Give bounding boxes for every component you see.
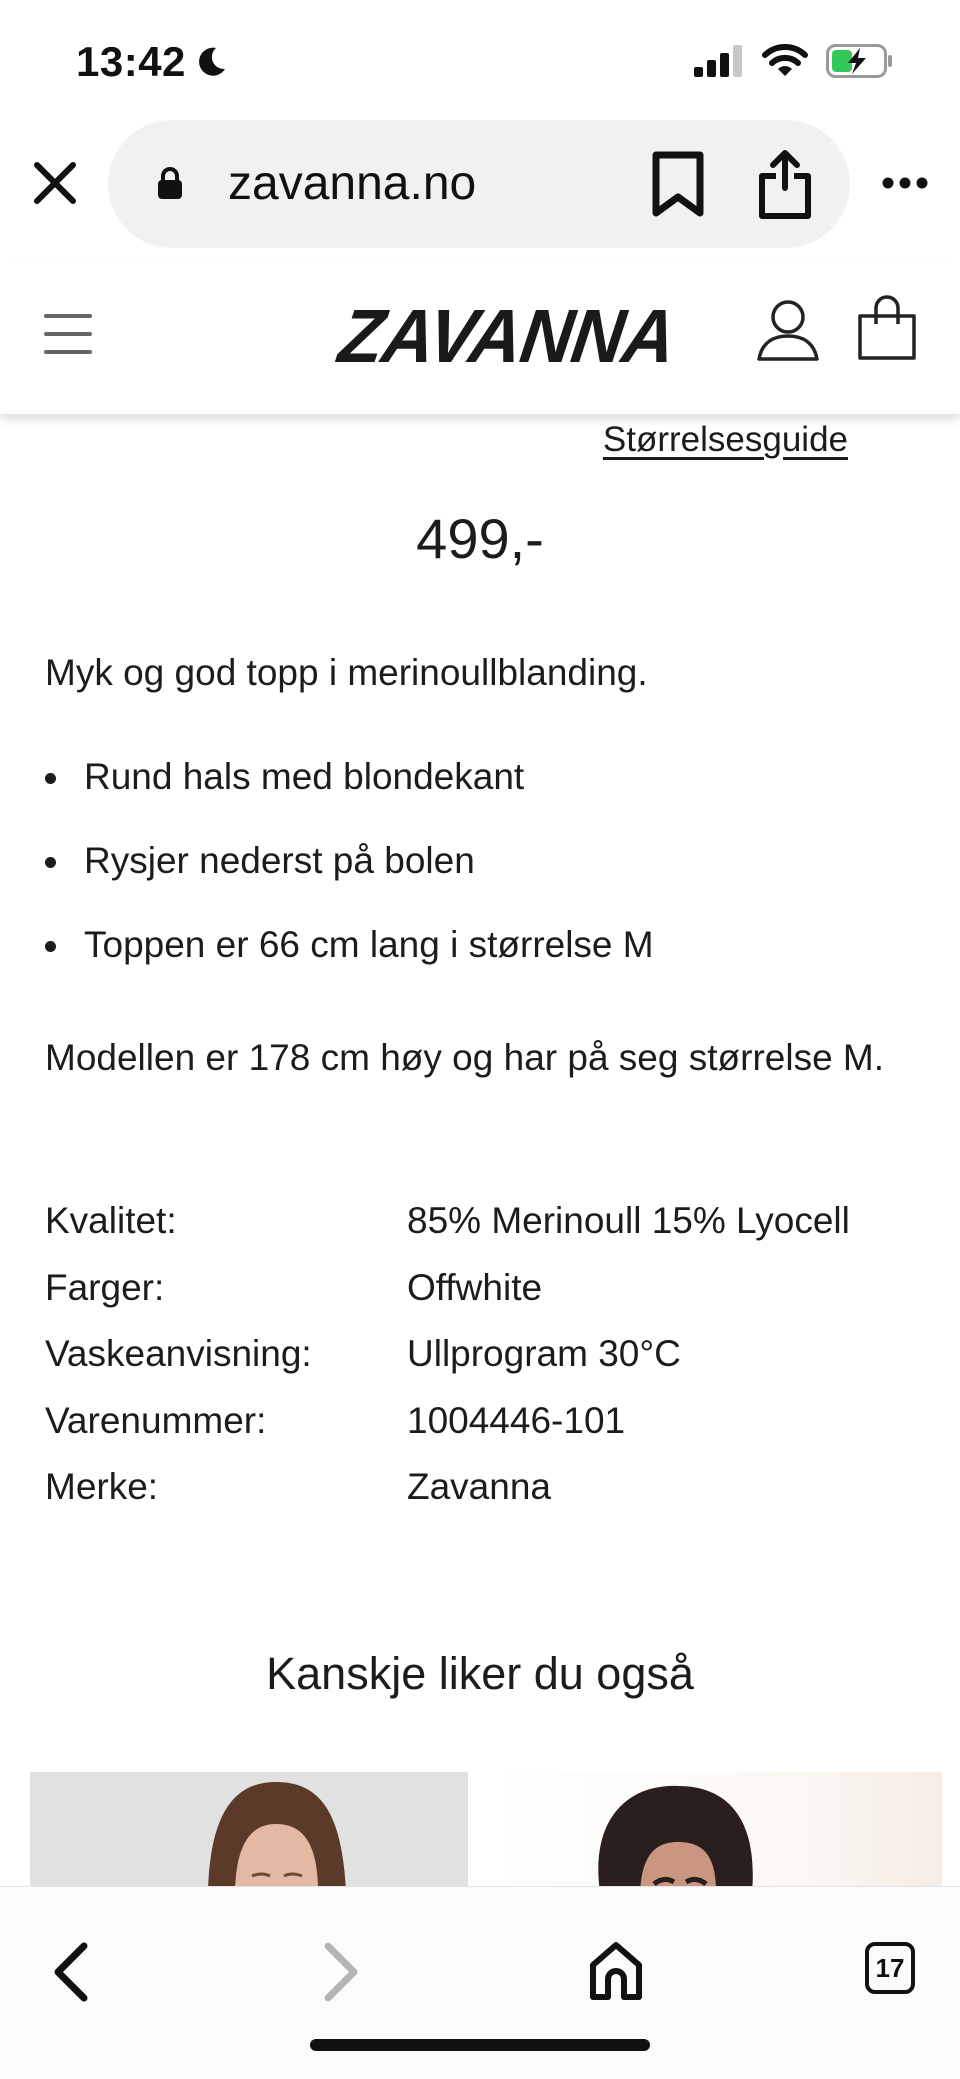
product-intro: Myk og god topp i merinoullblanding. <box>45 652 648 693</box>
bookmark-icon[interactable] <box>650 150 706 218</box>
feature-list <box>45 752 654 1004</box>
feature-item: Rysjer nederst på bolen <box>45 836 654 920</box>
home-indicator <box>310 2039 650 2051</box>
status-bar <box>0 0 960 120</box>
url-text: zavanna.no <box>228 157 477 210</box>
spec-row <box>45 1388 925 1455</box>
spec-value: Ullprogram 30°C <box>407 1333 681 1375</box>
cellular-signal-icon <box>694 45 744 77</box>
tabs-count: 17 <box>875 1953 905 1983</box>
browser-toolbar <box>0 1886 960 2079</box>
product-photo <box>30 1772 468 1892</box>
size-guide-link[interactable]: Størrelsesguide <box>602 420 848 459</box>
close-icon[interactable] <box>32 160 78 206</box>
forward-icon[interactable] <box>322 1941 362 2003</box>
lock-icon <box>156 166 184 200</box>
shopping-bag-icon[interactable] <box>856 294 918 362</box>
spec-label: Farger: <box>45 1266 165 1308</box>
spec-label: Merke: <box>45 1466 159 1508</box>
spec-value: Offwhite <box>407 1266 543 1308</box>
spec-row <box>45 1454 925 1521</box>
share-icon[interactable] <box>756 148 814 220</box>
hamburger-menu-icon[interactable] <box>44 312 92 356</box>
back-icon[interactable] <box>50 1941 90 2003</box>
more-options-icon[interactable] <box>882 176 928 190</box>
site-logo[interactable]: ZAVANNA <box>334 295 681 379</box>
tabs-button[interactable] <box>864 1941 916 1995</box>
browser-bar <box>0 120 960 250</box>
status-time <box>76 38 228 86</box>
moon-icon <box>194 45 228 79</box>
product-specs <box>45 1188 925 1521</box>
battery-charging-icon <box>826 44 894 78</box>
recommended-product-card[interactable] <box>490 1772 942 1892</box>
spec-label: Kvalitet: <box>45 1200 177 1242</box>
recommended-product-card[interactable] <box>30 1772 468 1892</box>
home-icon[interactable] <box>588 1941 644 2001</box>
wifi-icon <box>762 44 808 78</box>
recommendations-title: Kanskje liker du også <box>266 1648 694 1699</box>
site-header <box>0 258 960 414</box>
product-photo <box>490 1772 942 1892</box>
spec-row <box>45 1255 925 1322</box>
spec-value: 1004446-101 <box>407 1399 626 1441</box>
product-price: 499,- <box>416 507 544 570</box>
address-bar[interactable] <box>108 120 850 248</box>
spec-value: Zavanna <box>407 1466 551 1508</box>
feature-item: Rund hals med blondekant <box>45 752 654 836</box>
status-indicators <box>694 44 894 78</box>
spec-value: 85% Merinoull 15% Lyocell <box>407 1200 850 1242</box>
spec-row <box>45 1321 925 1388</box>
status-time-text: 13:42 <box>76 38 186 85</box>
spec-label: Vaskeanvisning: <box>45 1333 312 1375</box>
spec-label: Varenummer: <box>45 1399 267 1441</box>
spec-row <box>45 1188 925 1255</box>
model-info: Modellen er 178 cm høy og har på seg størrelse M. <box>45 1037 885 1078</box>
feature-item: Toppen er 66 cm lang i størrelse M <box>45 920 654 1004</box>
user-account-icon[interactable] <box>756 298 820 362</box>
